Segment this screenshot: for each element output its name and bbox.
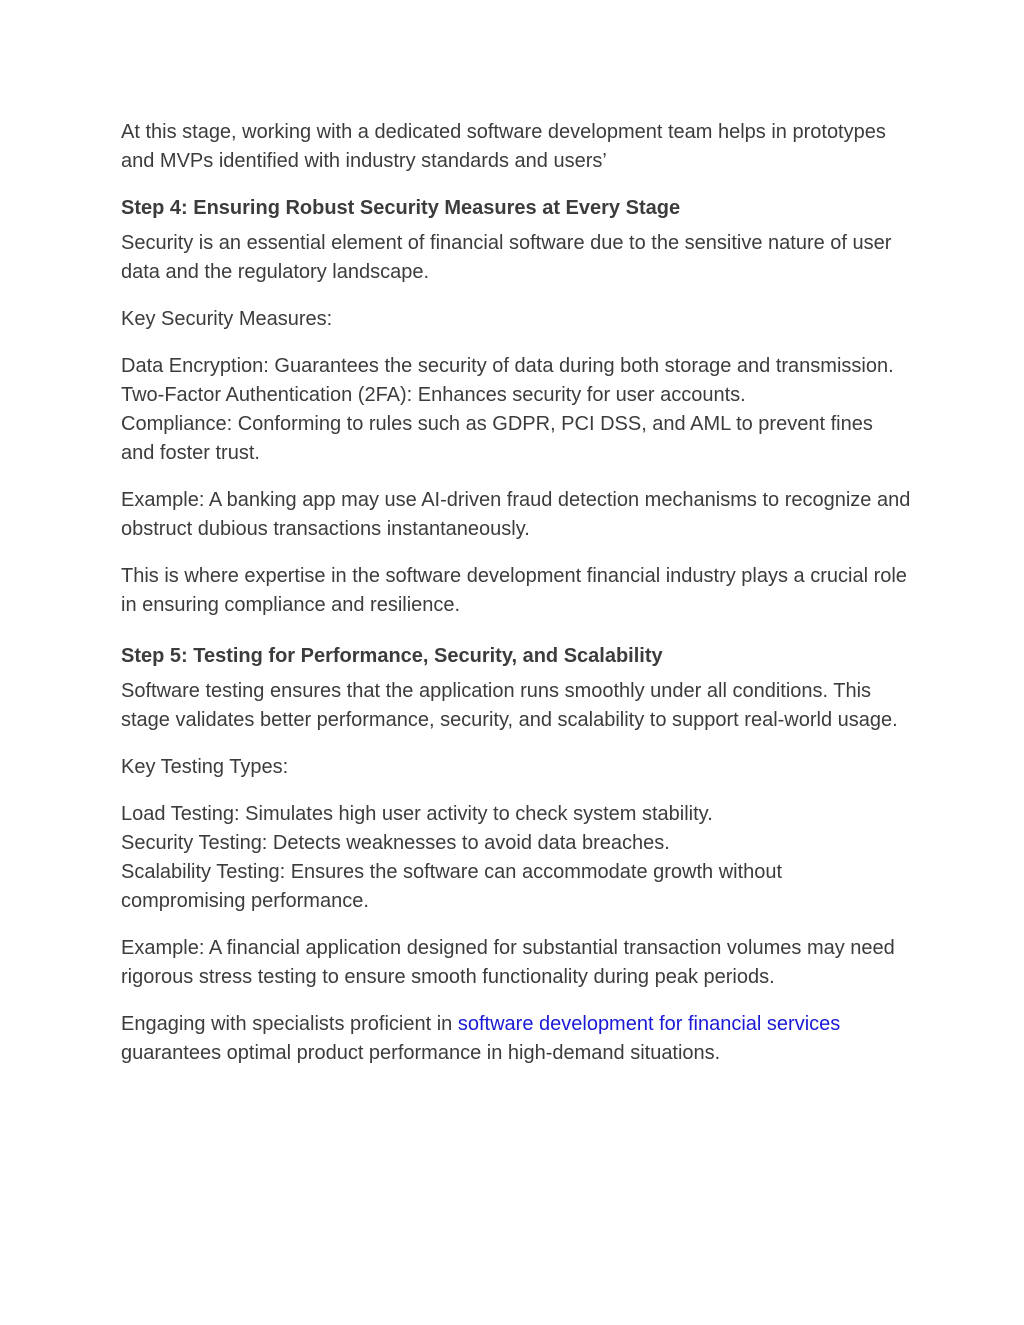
intro-paragraph: At this stage, working with a dedicated software development team helps in prototypes and MVPs identified with industry standards and users’ bbox=[121, 121, 886, 172]
list-item: Scalability Testing: Ensures the software can accommodate growth without compromising performance. bbox=[121, 861, 783, 912]
step5-example: Example: A financial application designed for substantial transaction volumes may need rigorous stress testing to ensure smooth functionality during peak periods. bbox=[121, 937, 895, 988]
list-item: Compliance: Conforming to rules such as GDPR, PCI DSS, and AML to prevent fines and foster trust. bbox=[121, 413, 873, 464]
step4-measures-list bbox=[121, 352, 911, 468]
step4-body: Security is an essential element of financial software due to the sensitive nature of user data and the regulatory landscape. bbox=[121, 232, 892, 283]
closing-text-after: guarantees optimal product performance in high-demand situations. bbox=[121, 1042, 721, 1064]
step5-body: Software testing ensures that the application runs smoothly under all conditions. This stage validates better performance, security, and scalability to support real-world usage. bbox=[121, 680, 898, 731]
step5-closing bbox=[121, 1010, 911, 1068]
list-item: Security Testing: Detects weaknesses to avoid data breaches. bbox=[121, 832, 670, 854]
list-item: Data Encryption: Guarantees the security of data during both storage and transmission. bbox=[121, 355, 894, 377]
step4-key-label: Key Security Measures: bbox=[121, 308, 333, 330]
step5-key-label: Key Testing Types: bbox=[121, 756, 289, 778]
step4-heading: Step 4: Ensuring Robust Security Measures at Every Stage bbox=[121, 197, 681, 219]
step5-testing-list bbox=[121, 800, 911, 916]
document-page bbox=[121, 118, 911, 1086]
financial-services-link[interactable]: software development for financial services bbox=[457, 1013, 841, 1035]
step4-example: Example: A banking app may use AI-driven fraud detection mechanisms to recognize and obstruct dubious transactions instantaneously. bbox=[121, 489, 911, 540]
step5-heading: Step 5: Testing for Performance, Security, and Scalability bbox=[121, 645, 663, 667]
closing-text-before: Engaging with specialists proficient in bbox=[121, 1013, 458, 1035]
list-item: Load Testing: Simulates high user activity to check system stability. bbox=[121, 803, 713, 825]
step4-closing: This is where expertise in the software development financial industry plays a crucial role in ensuring compliance and resilience. bbox=[121, 565, 907, 616]
list-item: Two-Factor Authentication (2FA): Enhances security for user accounts. bbox=[121, 384, 746, 406]
